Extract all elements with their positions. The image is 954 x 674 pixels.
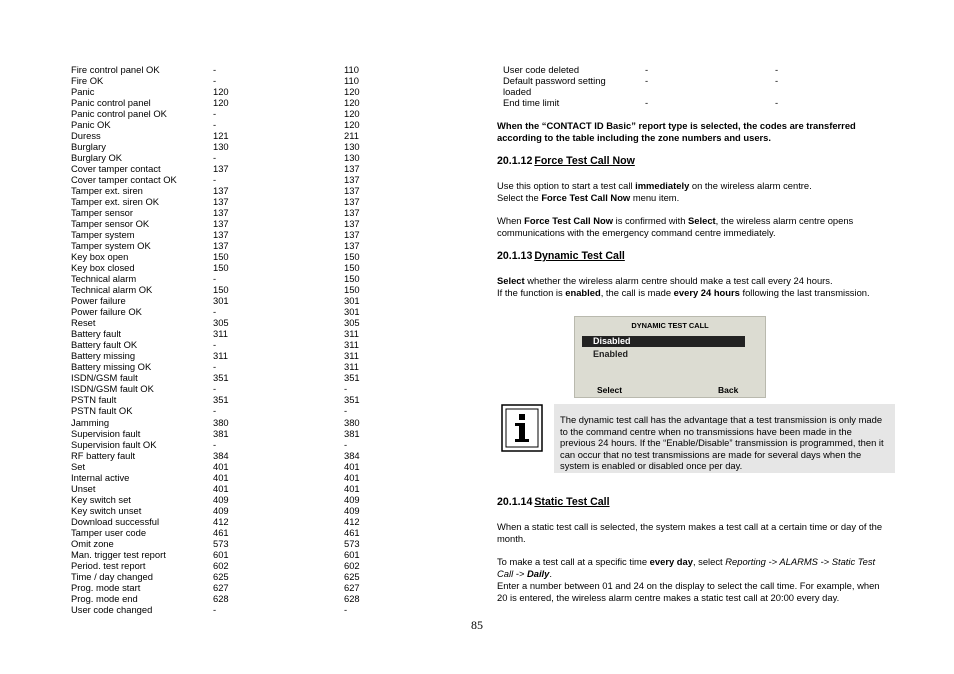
code-contact-id: 311 <box>344 328 359 340</box>
lcd-softkey-select: Select <box>597 385 623 395</box>
codes-table-continued <box>497 64 892 108</box>
code-contact-id: 461 <box>344 526 360 538</box>
event-name: Unset <box>71 482 96 494</box>
code-sia: 461 <box>213 526 229 538</box>
event-name: ISDN/GSM fault <box>71 372 138 384</box>
code-sia: 137 <box>213 185 229 197</box>
code-sia: 401 <box>213 482 229 494</box>
text-bold: enabled <box>565 286 601 298</box>
event-name: Panic control panel <box>71 97 151 109</box>
text: Use this option to start a test call <box>497 180 636 191</box>
code-sia: 137 <box>213 196 229 208</box>
event-name: PSTN fault <box>71 394 117 406</box>
force-paragraph-2 <box>497 215 892 239</box>
table-row <box>71 218 371 229</box>
code-sia: 120 <box>213 97 229 109</box>
code-sia: - <box>213 361 217 373</box>
table-row <box>71 405 371 416</box>
code-contact-id: 409 <box>344 493 360 505</box>
page-number: 85 <box>471 618 483 632</box>
code-sia: 311 <box>213 350 228 362</box>
code-sia: 351 <box>213 394 229 406</box>
heading-title: Dynamic Test Call <box>534 250 625 262</box>
text: If the function is <box>497 286 566 298</box>
code-sia: - <box>213 152 217 164</box>
lcd-display <box>574 316 766 398</box>
code-contact-id: 211 <box>344 130 359 142</box>
lcd-softkey-back: Back <box>718 385 739 395</box>
table-row <box>71 383 371 394</box>
code-contact-id: 401 <box>344 482 360 494</box>
text: whether the wireless alarm centre should make a test call every 24 hours. <box>524 275 833 286</box>
code-contact-id: 351 <box>344 394 360 406</box>
code-sia: 351 <box>213 372 229 384</box>
text: , the call is made <box>600 286 674 298</box>
table-row <box>71 196 371 207</box>
event-name: Internal active <box>71 471 130 483</box>
code-contact-id: 627 <box>344 581 360 593</box>
event-name: End time limit <box>503 97 560 108</box>
text-bold: every 24 hours <box>673 286 740 298</box>
code-contact-id: - <box>775 97 779 108</box>
lcd-option-enabled: Enabled <box>593 349 629 359</box>
code-sia: 120 <box>213 86 229 98</box>
event-name: Panic <box>71 86 95 98</box>
text-bold: Select <box>497 275 525 286</box>
text-bold: immediately <box>635 180 690 191</box>
code-sia: 412 <box>213 515 229 527</box>
event-name: Default password setting loaded <box>503 75 606 98</box>
code-contact-id: 301 <box>344 306 360 318</box>
code-contact-id: 381 <box>344 427 360 439</box>
code-contact-id: 311 <box>344 361 359 373</box>
event-name: Key box closed <box>71 262 135 274</box>
code-sia: 601 <box>213 548 229 560</box>
code-sia: - <box>213 119 217 131</box>
code-contact-id: 150 <box>344 273 360 285</box>
code-contact-id: - <box>344 438 348 450</box>
table-row <box>71 306 371 317</box>
table-row <box>71 141 371 152</box>
code-contact-id: - <box>344 603 348 615</box>
table-row <box>71 339 371 350</box>
heading-dynamic-test-call <box>497 250 625 262</box>
code-contact-id: 137 <box>344 207 360 219</box>
code-contact-id: 120 <box>344 108 360 120</box>
code-contact-id: 137 <box>344 218 360 230</box>
code-sia: 150 <box>213 284 229 296</box>
event-name: Tamper user code <box>71 526 147 538</box>
code-contact-id: 137 <box>344 174 360 186</box>
table-row <box>71 483 371 494</box>
code-sia: 380 <box>213 416 229 428</box>
text: When <box>497 215 525 226</box>
event-name: User code changed <box>71 603 153 615</box>
heading-number: 20.1.12 <box>497 155 533 167</box>
text-bold: Force Test Call Now <box>524 215 614 226</box>
table-row <box>71 119 371 130</box>
table-row <box>497 64 892 75</box>
code-contact-id: 311 <box>344 339 359 351</box>
event-name: PSTN fault OK <box>71 405 133 417</box>
code-contact-id: 384 <box>344 449 360 461</box>
code-sia: - <box>213 339 217 351</box>
event-name: Omit zone <box>71 537 114 549</box>
event-name: Burglary <box>71 141 106 153</box>
event-name: Prog. mode start <box>71 581 141 593</box>
text-bold: Select <box>688 215 716 226</box>
event-name: Set <box>71 460 86 472</box>
code-contact-id: 305 <box>344 317 360 329</box>
event-name: Tamper system <box>71 229 135 241</box>
event-name: Period. test report <box>71 559 146 571</box>
table-row <box>71 560 371 571</box>
table-row <box>71 450 371 461</box>
contact-id-note: When the “CONTACT ID Basic” report type is selected, the codes are transferred according to the table including the zone numbers and users. <box>497 120 856 143</box>
table-row <box>71 317 371 328</box>
table-row <box>71 240 371 251</box>
code-sia: 137 <box>213 218 229 230</box>
event-name: Prog. mode end <box>71 592 138 604</box>
event-name: Battery missing <box>71 350 136 362</box>
event-name: Reset <box>71 317 96 329</box>
code-contact-id: 130 <box>344 152 360 164</box>
code-contact-id: 601 <box>344 548 360 560</box>
text: is confirmed with <box>613 215 689 226</box>
text: menu item. <box>630 191 680 203</box>
table-row <box>71 571 371 582</box>
code-contact-id: 120 <box>344 86 360 98</box>
event-name: User code deleted <box>503 64 580 75</box>
code-contact-id: 409 <box>344 504 360 516</box>
code-sia: 137 <box>213 207 229 219</box>
lcd-title: DYNAMIC TEST CALL <box>631 321 709 330</box>
code-sia: 409 <box>213 493 229 505</box>
event-name: Duress <box>71 130 101 142</box>
event-name: Panic control panel OK <box>71 108 167 120</box>
code-sia: - <box>213 108 217 120</box>
code-contact-id: 137 <box>344 185 360 197</box>
text-italic: Reporting -> ALARMS -> Static Test Call -> <box>497 556 876 579</box>
table-row <box>71 273 371 284</box>
table-row <box>71 295 371 306</box>
code-contact-id: 573 <box>344 537 360 549</box>
table-row <box>71 439 371 450</box>
code-sia: 401 <box>213 460 229 472</box>
static-paragraph-1: When a static test call is selected, the system makes a test call at a certain time or day of the month. <box>497 521 883 544</box>
table-row <box>71 75 371 86</box>
code-sia: - <box>645 97 649 108</box>
code-sia: - <box>213 273 217 285</box>
code-sia: 137 <box>213 229 229 241</box>
text-bold: every day <box>649 556 693 567</box>
event-name: ISDN/GSM fault OK <box>71 383 154 395</box>
code-contact-id: 137 <box>344 163 360 175</box>
code-contact-id: 311 <box>344 350 359 362</box>
text: To make a test call at a specific time <box>497 556 650 567</box>
table-row <box>71 417 371 428</box>
code-sia: 384 <box>213 449 229 461</box>
code-contact-id: 130 <box>344 141 360 153</box>
text: Select the <box>497 191 542 203</box>
table-row <box>71 97 371 108</box>
event-name: Battery fault <box>71 328 122 340</box>
event-name: Fire OK <box>71 75 104 87</box>
force-paragraph-1 <box>497 180 892 204</box>
code-contact-id: 150 <box>344 251 360 263</box>
event-name: Power failure OK <box>71 306 142 318</box>
text-bold: Force Test Call Now <box>541 191 631 203</box>
table-row <box>71 64 371 75</box>
table-row <box>71 350 371 361</box>
code-contact-id: 380 <box>344 416 360 428</box>
event-name: Tamper sensor <box>71 207 134 219</box>
table-row <box>71 582 371 593</box>
event-name: Technical alarm OK <box>71 284 153 296</box>
code-sia: 150 <box>213 262 229 274</box>
code-sia: - <box>213 64 217 75</box>
code-contact-id: 150 <box>344 262 360 274</box>
code-contact-id: 628 <box>344 592 360 604</box>
event-name: Cover tamper contact OK <box>71 174 177 186</box>
code-sia: - <box>213 75 217 87</box>
event-name: Supervision fault <box>71 427 141 439</box>
code-sia: - <box>213 306 217 318</box>
heading-number: 20.1.13 <box>497 250 533 262</box>
table-row <box>71 604 371 615</box>
event-name: Burglary OK <box>71 152 123 164</box>
codes-table <box>71 64 371 615</box>
code-contact-id: 301 <box>344 295 360 307</box>
table-row <box>71 372 371 383</box>
table-row <box>71 328 371 339</box>
code-sia: 628 <box>213 592 229 604</box>
text: . <box>549 567 552 579</box>
code-contact-id: 137 <box>344 240 360 252</box>
event-name: Supervision fault OK <box>71 438 157 450</box>
code-sia: 305 <box>213 317 229 329</box>
table-row <box>71 593 371 604</box>
event-name: Panic OK <box>71 119 111 131</box>
code-sia: 625 <box>213 570 229 582</box>
event-name: Download successful <box>71 515 160 527</box>
text: , the wireless alarm centre opens communications with the emergency command centre immediately. <box>497 215 854 238</box>
event-name: Key box open <box>71 251 129 263</box>
code-sia: - <box>645 64 649 75</box>
event-name: Key switch set <box>71 493 131 505</box>
event-name: Tamper ext. siren OK <box>71 196 160 208</box>
code-contact-id: 120 <box>344 97 360 109</box>
event-name: RF battery fault <box>71 449 136 461</box>
event-name: Tamper system OK <box>71 240 151 252</box>
code-sia: - <box>213 438 217 450</box>
event-name: Jamming <box>71 416 110 428</box>
code-contact-id: - <box>775 75 779 86</box>
code-sia: - <box>213 405 217 417</box>
table-row <box>497 97 892 108</box>
table-row <box>71 185 371 196</box>
table-row <box>71 163 371 174</box>
table-row <box>497 75 892 97</box>
code-sia: - <box>645 75 649 86</box>
event-name: Battery fault OK <box>71 339 138 351</box>
event-name: Technical alarm <box>71 273 137 285</box>
table-row <box>71 394 371 405</box>
event-name: Battery missing OK <box>71 361 152 373</box>
heading-static-test-call <box>497 496 610 508</box>
code-contact-id: - <box>344 383 348 395</box>
event-name: Tamper ext. siren <box>71 185 143 197</box>
heading-number: 20.1.14 <box>497 496 533 508</box>
table-row <box>71 461 371 472</box>
table-row <box>71 516 371 527</box>
code-contact-id: 351 <box>344 372 360 384</box>
table-row <box>71 86 371 97</box>
code-contact-id: 602 <box>344 559 360 571</box>
heading-title: Static Test Call <box>534 496 610 508</box>
lcd-option-disabled: Disabled <box>582 336 745 347</box>
code-sia: 137 <box>213 240 229 252</box>
event-name: Cover tamper contact <box>71 163 161 175</box>
code-contact-id: - <box>775 64 779 75</box>
event-name: Power failure <box>71 295 126 307</box>
info-note: The dynamic test call has the advantage that a test transmission is only made to the command centre when no transmissions have been made in the previous 24 hours. If the “Enable/Disable” transmission is programmed, then it can occur that no test transmissions are made for several days when the system is enabled or disabled once per day. <box>554 404 895 473</box>
table-row <box>71 361 371 372</box>
table-row <box>71 262 371 273</box>
text: following the last transmission. <box>739 286 870 298</box>
dynamic-paragraph <box>497 275 892 299</box>
table-row <box>71 527 371 538</box>
code-contact-id: 137 <box>344 196 360 208</box>
code-sia: 121 <box>213 130 229 142</box>
table-row <box>71 538 371 549</box>
code-sia: - <box>213 383 217 395</box>
code-contact-id: 120 <box>344 119 360 131</box>
text: on the wireless alarm centre. <box>689 180 812 191</box>
table-row <box>71 207 371 218</box>
code-contact-id: 401 <box>344 471 360 483</box>
code-sia: 150 <box>213 251 229 263</box>
table-row <box>71 428 371 439</box>
table-row <box>71 284 371 295</box>
code-sia: 130 <box>213 141 229 153</box>
code-sia: 602 <box>213 559 229 571</box>
table-row <box>71 174 371 185</box>
code-contact-id: 110 <box>344 64 359 75</box>
code-sia: - <box>213 603 217 615</box>
code-contact-id: - <box>344 405 348 417</box>
code-contact-id: 625 <box>344 570 360 582</box>
table-row <box>71 505 371 516</box>
text-bold-italic: Daily <box>526 567 550 579</box>
static-paragraph-3: Enter a number between 01 and 24 on the display to select the call time. For example, when 20 is entered, the wireless alarm centre makes a static test call at 20:00 every day. <box>497 580 880 603</box>
event-name: Fire control panel OK <box>71 64 160 75</box>
code-sia: 301 <box>213 295 229 307</box>
table-row <box>71 229 371 240</box>
table-row <box>71 108 371 119</box>
code-sia: 573 <box>213 537 229 549</box>
table-row <box>71 494 371 505</box>
table-row <box>71 251 371 262</box>
code-contact-id: 150 <box>344 284 360 296</box>
table-row <box>71 130 371 141</box>
info-icon <box>501 404 543 452</box>
code-sia: 311 <box>213 328 228 340</box>
table-row <box>71 549 371 560</box>
table-row <box>71 472 371 483</box>
event-name: Man. trigger test report <box>71 548 166 560</box>
code-contact-id: 110 <box>344 75 359 87</box>
event-name: Key switch unset <box>71 504 142 516</box>
code-contact-id: 412 <box>344 515 360 527</box>
code-sia: 409 <box>213 504 229 516</box>
table-row <box>71 152 371 163</box>
code-sia: 401 <box>213 471 229 483</box>
code-sia: 627 <box>213 581 229 593</box>
static-paragraph-2 <box>497 556 892 580</box>
event-name: Tamper sensor OK <box>71 218 150 230</box>
heading-force-test-call <box>497 155 635 167</box>
code-contact-id: 401 <box>344 460 360 472</box>
heading-title: Force Test Call Now <box>534 155 635 167</box>
code-sia: 137 <box>213 163 229 175</box>
code-sia: 381 <box>213 427 229 439</box>
code-contact-id: 137 <box>344 229 360 241</box>
code-sia: - <box>213 174 217 186</box>
text: , select <box>692 556 726 567</box>
event-name: Time / day changed <box>71 570 153 582</box>
